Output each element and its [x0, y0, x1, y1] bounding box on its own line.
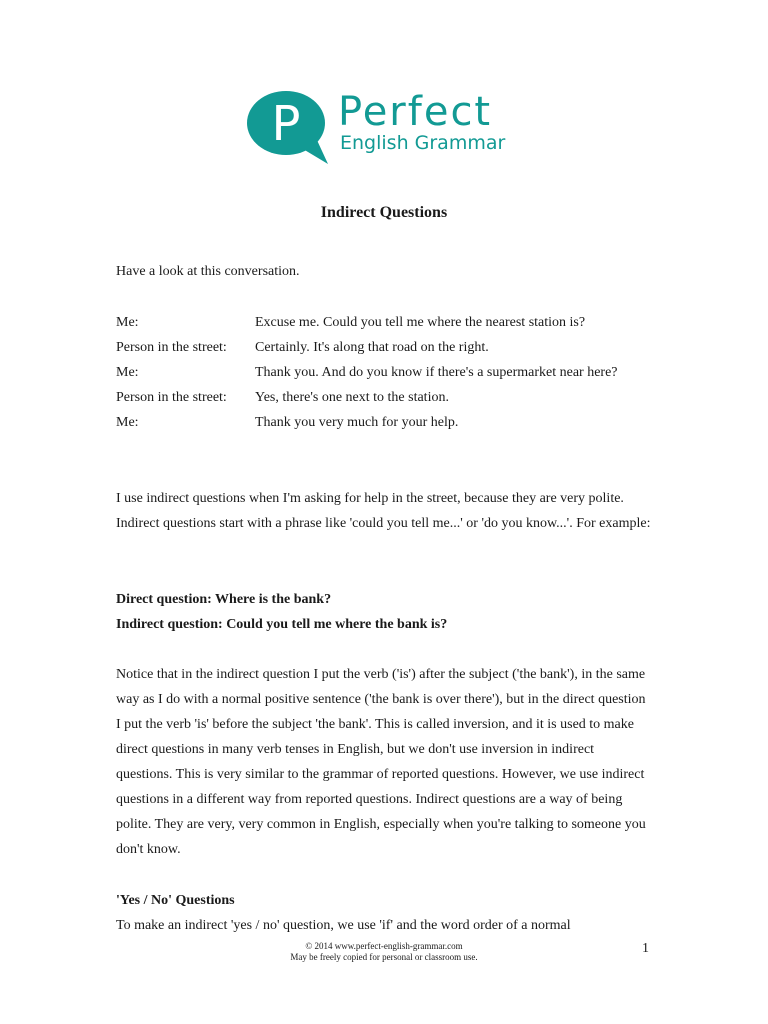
speaker: Me:: [116, 365, 139, 380]
logo-word-perfect: Perfect: [338, 89, 493, 135]
conversation-row: [116, 360, 656, 385]
speech-bubble-icon: [246, 88, 336, 166]
footer: [200, 941, 568, 963]
conversation-row: [116, 310, 656, 335]
document-title: Indirect Questions: [320, 204, 448, 221]
direct-question-example: Direct question: Where is the bank?: [116, 592, 332, 607]
speaker: Me:: [116, 415, 139, 430]
footer-license: May be freely copied for personal or classroom use.: [290, 952, 478, 962]
logo-initial: P: [271, 96, 301, 152]
dialogue-line: Certainly. It's along that road on the right.: [255, 340, 489, 355]
logo-word-english-grammar: English Grammar: [340, 132, 506, 154]
logo: [246, 88, 536, 166]
paragraph-yes-no: To make an indirect 'yes / no' question, we use 'if' and the word order of a normal: [116, 918, 571, 933]
conversation-row: [116, 410, 656, 435]
footer-copyright: © 2014 www.perfect-english-grammar.com: [305, 941, 463, 951]
dialogue-line: Yes, there's one next to the station.: [255, 390, 449, 405]
paragraph-inversion: Notice that in the indirect question I put the verb ('is') after the subject ('the bank'), in the same way as I do with a normal positive sentence ('the bank is over there'), but in the direct question I put the verb 'is' before the subject 'the bank'. This is called inversion, and it is used to make direct questions in many verb tenses in English, but we don't use inversion in indirect questions. This is very similar to the grammar of reported questions. However, we use indirect questions in a different way from reported questions. Indirect questions are a way of being polite. They are very, very common in English, especially when you're talking to someone you don't know.: [116, 667, 646, 857]
section-heading-yes-no: 'Yes / No' Questions: [116, 893, 235, 908]
speaker: Person in the street:: [116, 340, 227, 355]
intro-paragraph: Have a look at this conversation.: [116, 264, 300, 279]
dialogue-line: Thank you very much for your help.: [255, 415, 459, 430]
paragraph-indirect-intro: I use indirect questions when I'm asking for help in the street, because they are very polite. Indirect questions start with a phrase like 'could you tell me...' or 'do you know...'. For example:: [116, 491, 651, 531]
dialogue-line: Excuse me. Could you tell me where the nearest station is?: [255, 315, 586, 330]
conversation-row: [116, 335, 656, 360]
speaker: Person in the street:: [116, 390, 227, 405]
dialogue-line: Thank you. And do you know if there's a supermarket near here?: [255, 365, 618, 380]
indirect-question-example: Indirect question: Could you tell me where the bank is?: [116, 617, 448, 632]
conversation: [116, 310, 656, 435]
page-number: 1: [642, 941, 649, 956]
conversation-row: [116, 385, 656, 410]
speaker: Me:: [116, 315, 139, 330]
